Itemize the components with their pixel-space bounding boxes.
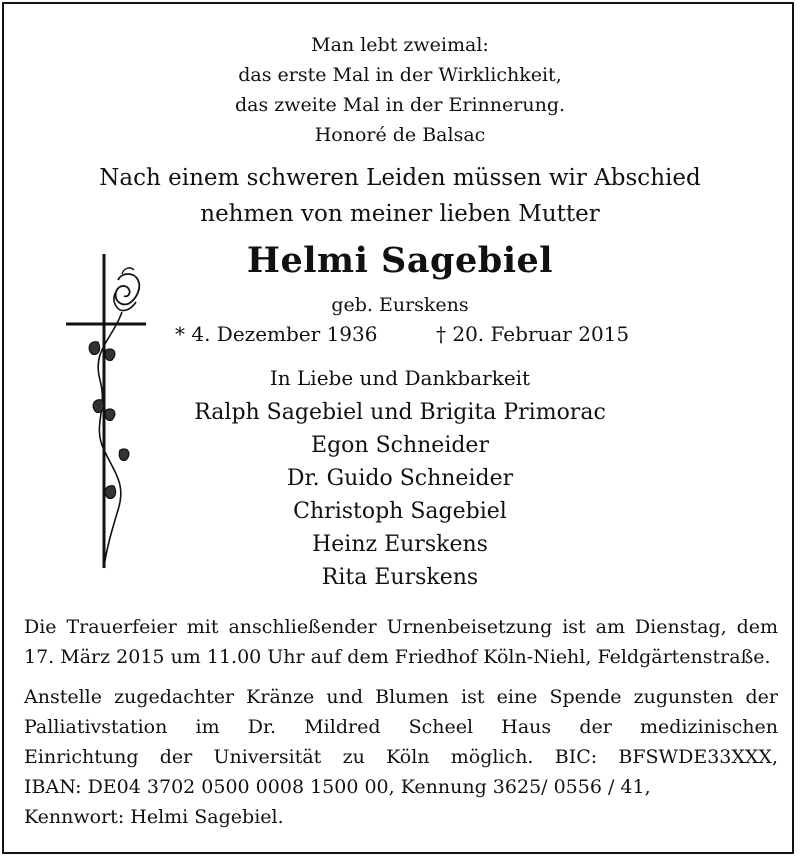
mourner-name: Dr. Guido Schneider [286, 466, 514, 491]
mourner-name: Christoph Sagebiel [293, 499, 507, 524]
birth-date: * 4. Dezember 1936 [175, 322, 378, 346]
deceased-name: Helmi Sagebiel [246, 240, 554, 281]
mourner-name: Egon Schneider [311, 433, 489, 458]
mourner-name: Heinz Eurskens [312, 532, 488, 557]
intro-line: nehmen von meiner lieben Mutter [200, 201, 600, 227]
quote-line: das zweite Mal in der Erinnerung. [234, 94, 566, 116]
mourners-heading: In Liebe und Dankbarkeit [269, 366, 531, 390]
birth-name: geb. Eurskens [331, 294, 469, 316]
cross-with-rose-icon [62, 250, 162, 580]
quote-line: Man lebt zweimal: [311, 34, 489, 56]
intro-text [0, 160, 800, 232]
donation-line: Palliativstation im Dr. Mildred Scheel Haus der medizinischen [24, 716, 778, 738]
donation-line: Einrichtung der Universität zu Köln möglich. BIC: BFSWDE33XXX, [24, 746, 778, 768]
ceremony-paragraph [24, 612, 778, 672]
mourner-name: Ralph Sagebiel und Brigita Primorac [194, 400, 606, 425]
ceremony-line: Die Trauerfeier mit anschließender Urnenbeisetzung ist am Dienstag, dem [24, 616, 778, 638]
intro-line: Nach einem schweren Leiden müssen wir Abschied [99, 165, 701, 191]
ceremony-line: 17. März 2015 um 11.00 Uhr auf dem Friedhof Köln-Niehl, Feldgärtenstraße. [24, 646, 771, 668]
death-date: † 20. Februar 2015 [436, 322, 630, 346]
quote-line: das erste Mal in der Wirklichkeit, [238, 64, 562, 86]
donation-paragraph [24, 682, 778, 832]
mourner-name: Rita Eurskens [321, 565, 479, 590]
quote-author: Honoré de Balsac [314, 124, 486, 146]
donation-line: Anstelle zugedachter Kränze und Blumen ist eine Spende zugunsten der [24, 686, 778, 708]
quote [0, 30, 800, 150]
donation-line: Kennwort: Helmi Sagebiel. [24, 806, 284, 828]
donation-line: IBAN: DE04 3702 0500 0008 1500 00, Kennung 3625/ 0556 / 41, [24, 776, 651, 798]
